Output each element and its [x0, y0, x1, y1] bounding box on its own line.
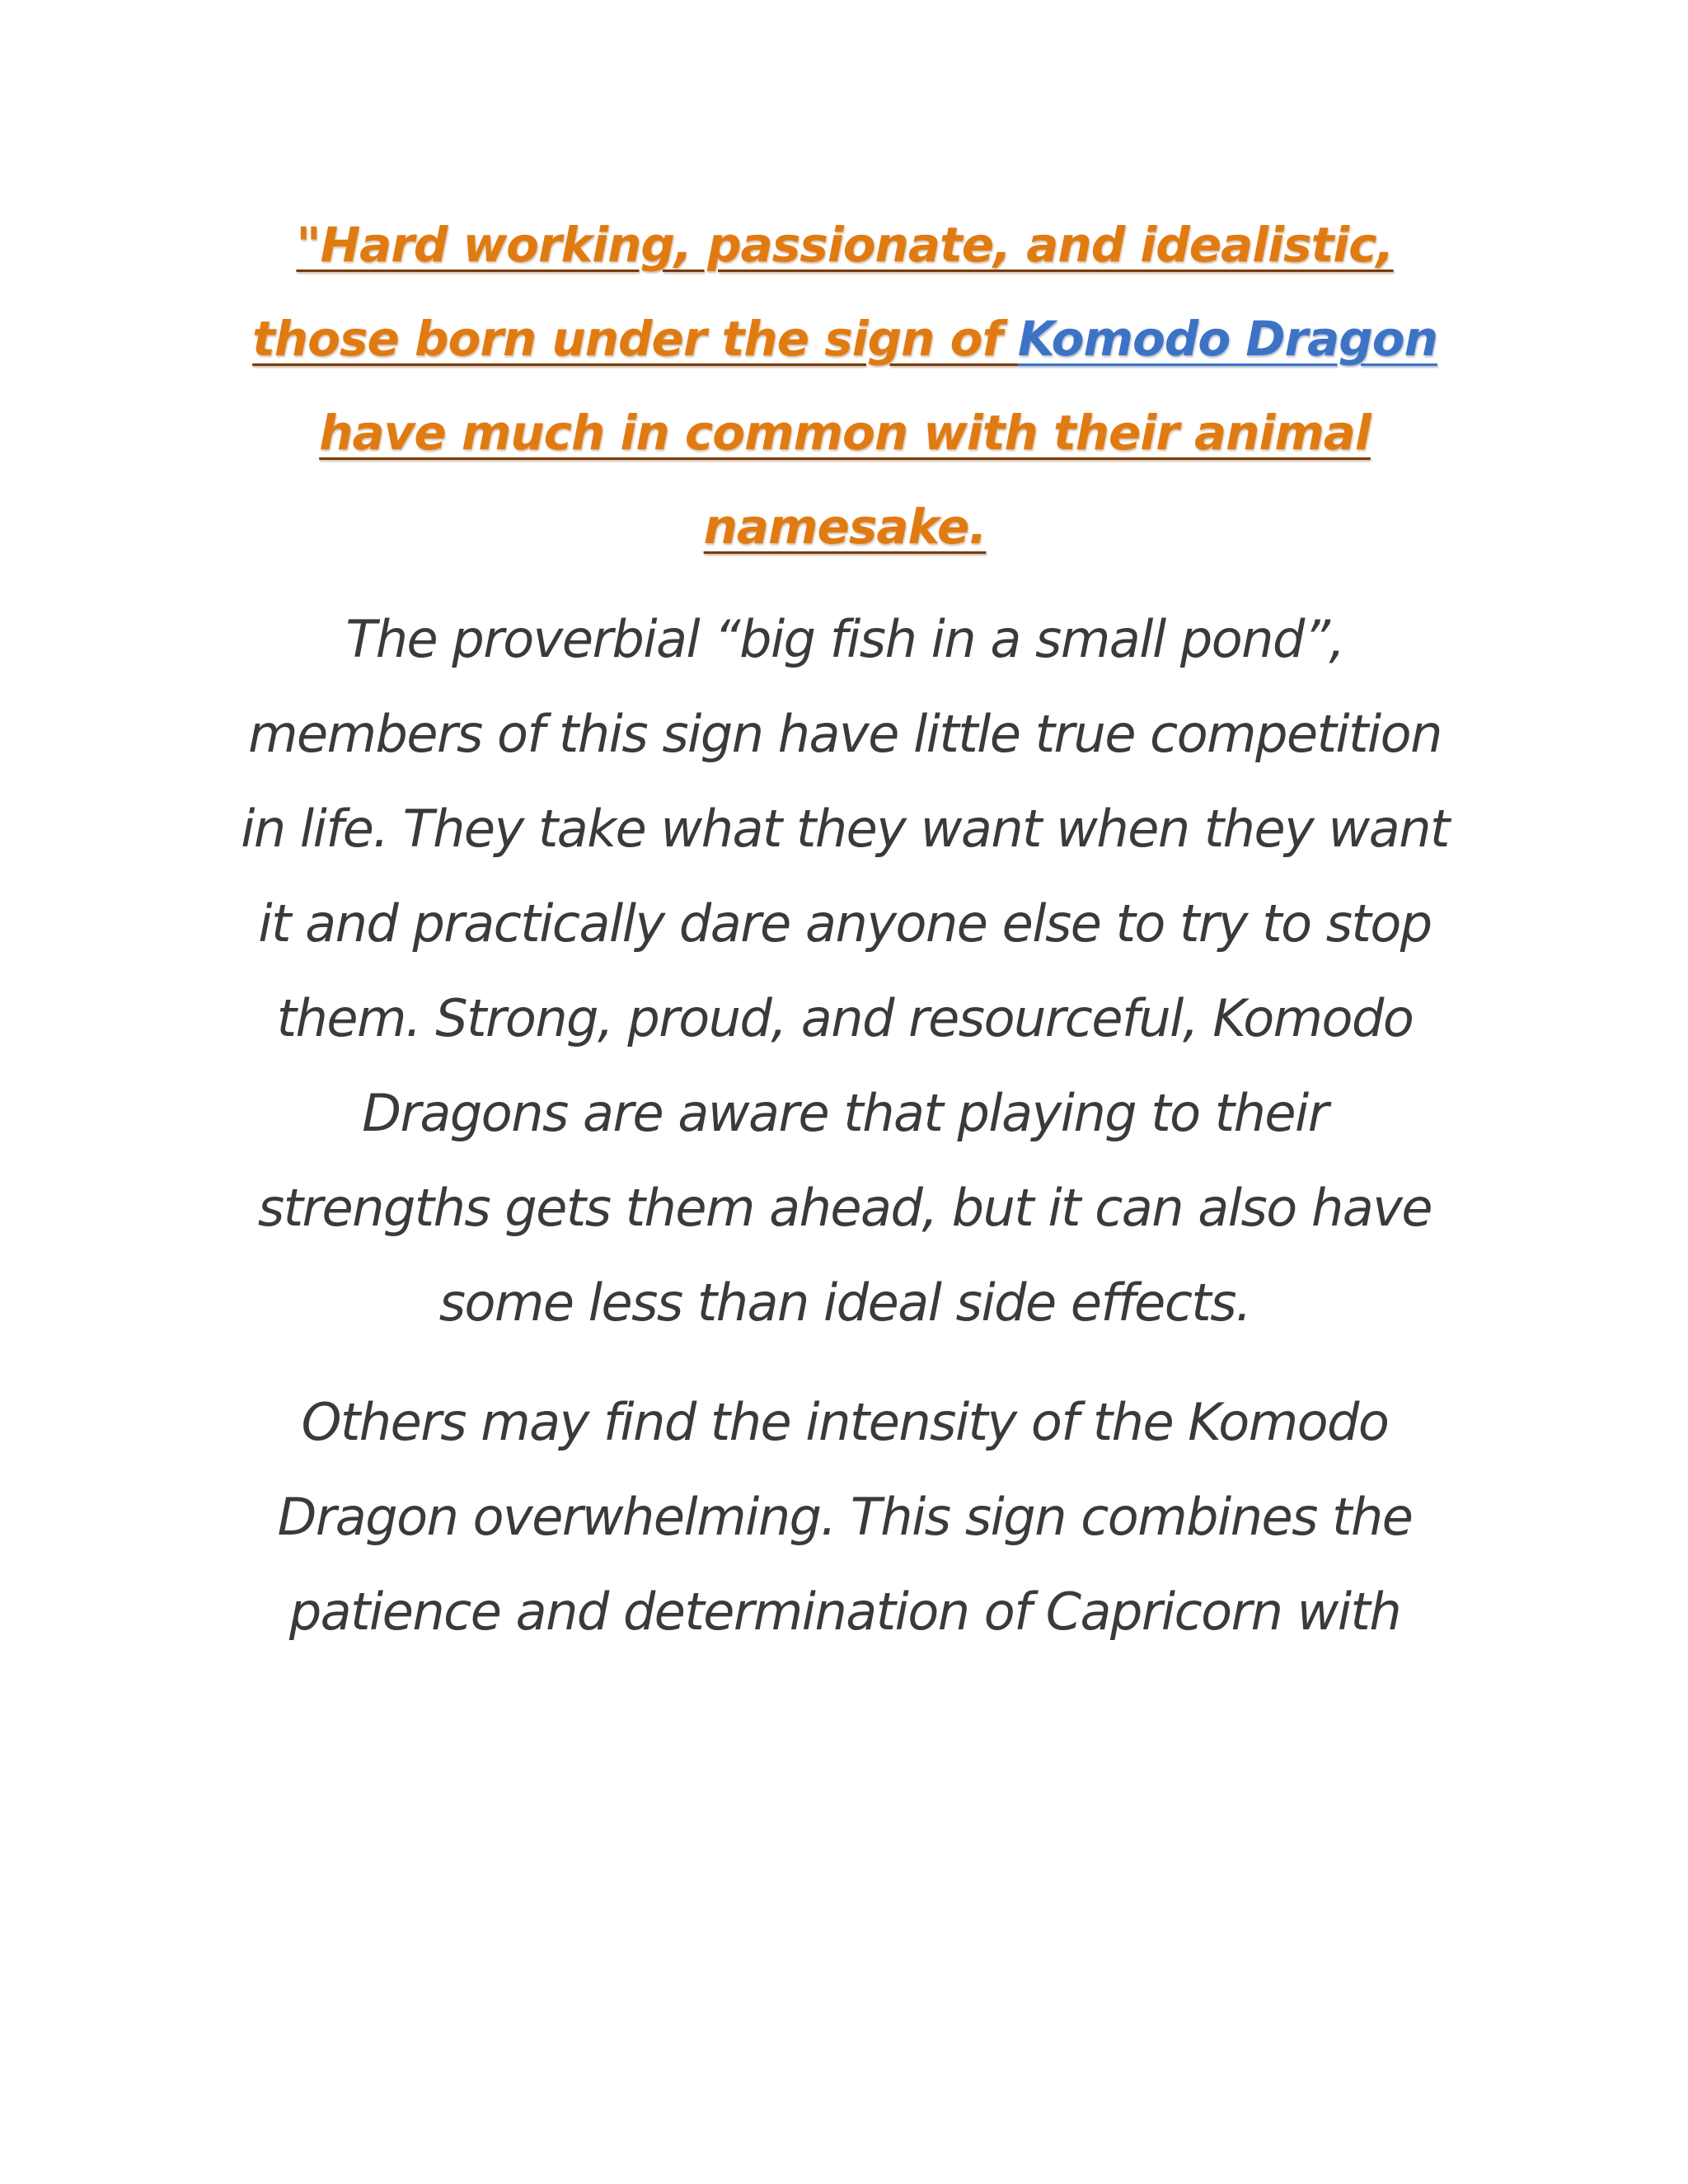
body-paragraph-2: Others may find the intensity of the Komodo Dragon overwhelming. This sign combines the patience and determination of Capricorn with — [277, 1392, 1413, 1642]
document-content — [239, 198, 1451, 1659]
headline-text-end: have much in common with their animal namesake. — [319, 405, 1371, 555]
komodo-dragon-link[interactable]: Komodo Dragon — [1017, 311, 1437, 367]
body-paragraph-1: The proverbial “big fish in a small pond”, members of this sign have little true competition in life. They take what they want when they want it and practically dare anyone else to try to stop them. Strong, proud, and resourceful, Komodo Dragons are aware that playing to their strengths gets them ahead, but it can also have some less than ideal side effects. — [241, 609, 1449, 1333]
headline-quote — [239, 198, 1451, 574]
headline-text-start: "Hard working, passionate, and idealistic, those born under the sign of — [252, 217, 1394, 367]
